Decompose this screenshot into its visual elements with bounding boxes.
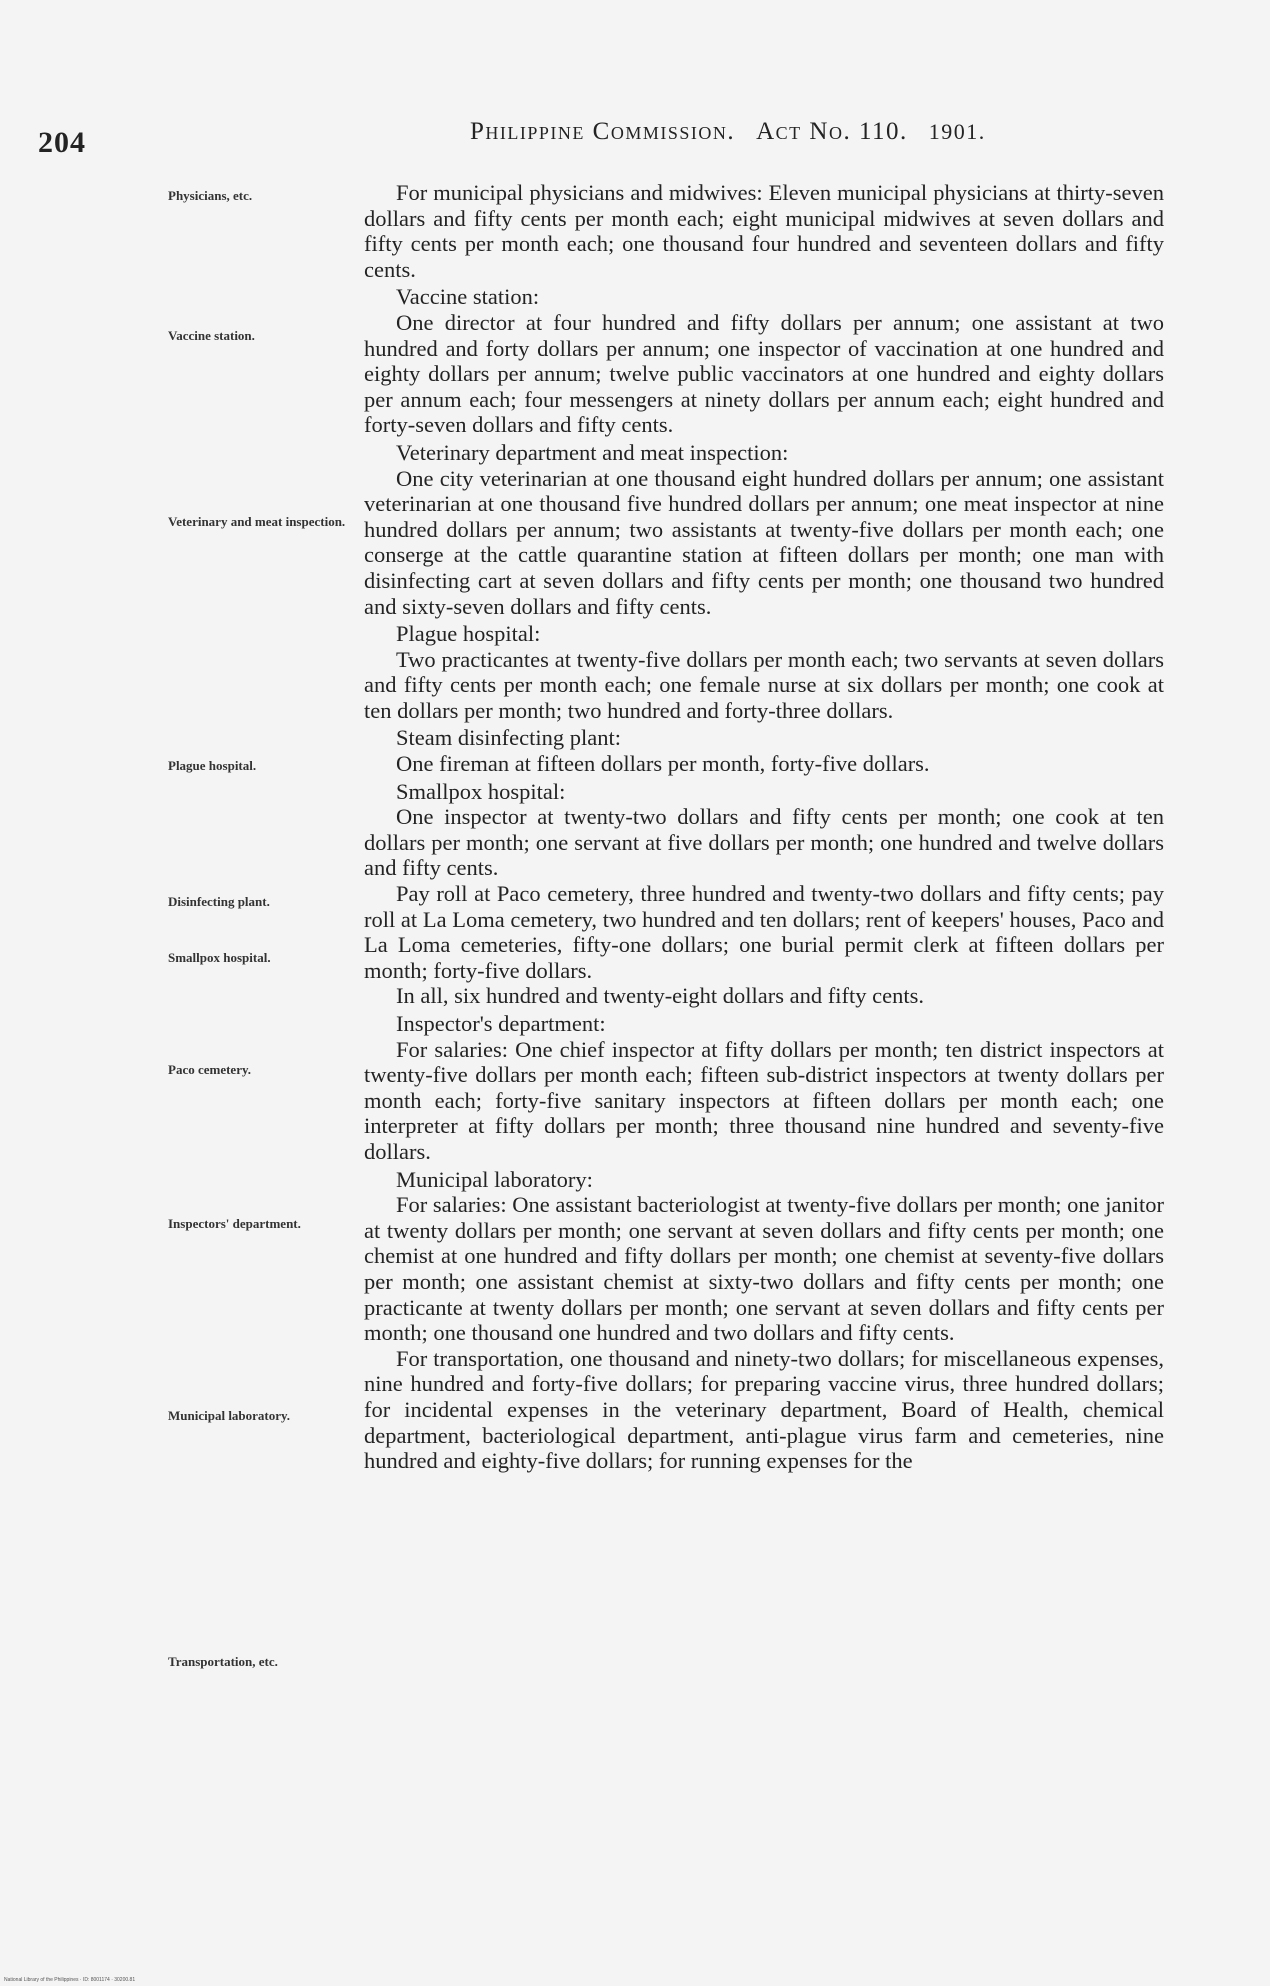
heading-municipal-laboratory: Municipal laboratory: (396, 1166, 593, 1192)
heading-smallpox-hospital: Smallpox hospital: (396, 778, 566, 804)
heading-plague-hospital: Plague hospital: (396, 621, 541, 647)
paragraph-municipal-laboratory: For salaries: One assistant bacteriologist at twenty-five dollars per month; one janitor at twenty dollars per month; one servant at seven dollars and fifty cents per month; one chemist at one hundred and fifty dollars per month; one chemist at seventy-five dollars per month; one assistant chemist at sixty-two dollars and fifty cents per month; one practicante at twenty dollars per month; one servant at seven dollars and fifty cents per month; one thousand one hundred and two dollars and fifty cents. (364, 1192, 1164, 1346)
margin-note-disinfecting-plant: Disinfecting plant. (168, 894, 270, 909)
margin-note-transportation: Transportation, etc. (168, 1654, 278, 1669)
paragraph-veterinary: One city veterinarian at one thousand eight hundred dollars per annum; one assistant veterinarian at one thousand five hundred dollars per annum; one meat inspector at nine hundred dollars per annum; two assistants at twenty-five dollars per month each; one conserge at the cattle quarantine station at fifteen dollars per month; one man with disinfecting cart at seven dollars and fifty cents per month; one thousand two hundred and sixty-seven dollars and fifty cents. (364, 465, 1164, 619)
running-head (470, 118, 986, 146)
margin-note-physicians: Physicians, etc. (168, 188, 253, 203)
running-title: Philippine Commission. (470, 118, 736, 145)
paragraph-inspectors-department: For salaries: One chief inspector at fifty dollars per month; ten district inspectors at twenty-five dollars per month each; fifteen sub-district inspectors at twenty dollars per month each; forty-five sanitary inspectors at fifteen dollars per month each; one interpreter at fifty dollars per month; three thousand nine hundred and seventy-five dollars. (364, 1036, 1164, 1164)
margin-note-municipal-laboratory: Municipal laboratory. (168, 1408, 291, 1423)
body-text (364, 180, 1164, 1474)
margin-note-paco-cemetery: Paco cemetery. (168, 1062, 252, 1077)
heading-vaccine-station: Vaccine station: (396, 284, 540, 310)
heading-disinfecting-plant: Steam disinfecting plant: (396, 725, 621, 751)
margin-note-inspectors-department: Inspectors' department. (168, 1216, 301, 1231)
margin-note-smallpox-hospital: Smallpox hospital. (168, 950, 271, 965)
paragraph-cemeteries: Pay roll at Paco cemetery, three hundred and twenty-two dollars and fifty cents; pay roll at La Loma cemetery, two hundred and ten dollars; rent of keepers' houses, Paco and La Loma cemeteries, fifty-one dollars; one burial permit clerk at fifteen dollars per month; forty-five dollars. (364, 881, 1164, 983)
paragraph-cemeteries-total: In all, six hundred and twenty-eight dollars and fifty cents. (396, 983, 924, 1009)
footer-credit: National Library of the Philippines · ID: 8001174 · 30200.81 (4, 1977, 136, 1983)
paragraph-transportation: For transportation, one thousand and ninety-two dollars; for miscellaneous expenses, nine hundred and forty-five dollars; for preparing vaccine virus, three hundred dollars; for incidental expenses in the veterinary department, Board of Health, chemical department, bacteriological department, anti-plague virus farm and cemeteries, nine hundred and eighty-five dollars; for running expenses for the (364, 1345, 1164, 1474)
margin-note-plague-hospital: Plague hospital. (168, 758, 257, 773)
margin-note-veterinary: Veterinary and meat inspection. (168, 514, 346, 529)
paragraph-smallpox-hospital: One inspector at twenty-two dollars and fifty cents per month; one cook at ten dollars per month; one servant at five dollars per month; one hundred and twelve dollars and fifty cents. (364, 804, 1164, 881)
paragraph-plague-hospital: Two practicantes at twenty-five dollars per month each; two servants at seven dollars and fifty cents per month each; one female nurse at six dollars per month; one cook at ten dollars per month; two hundred and forty-three dollars. (364, 646, 1164, 723)
margin-note-vaccine-station: Vaccine station. (168, 328, 255, 343)
heading-veterinary: Veterinary department and meat inspection: (396, 439, 789, 465)
act-number: Act No. 110. (756, 118, 908, 145)
year: 1901. (928, 119, 986, 144)
paragraph-vaccine-station: One director at four hundred and fifty dollars per annum; one assistant at two hundred and forty dollars per annum; one inspector of vaccination at one hundred and eighty dollars per annum; twelve public vaccinators at one hundred and eighty dollars per annum each; four messengers at ninety dollars per annum each; eight hundred and forty-seven dollars and fifty cents. (364, 309, 1164, 438)
page-number: 204 (38, 126, 86, 159)
paragraph-physicians: For municipal physicians and midwives: Eleven municipal physicians at thirty-seven dollars and fifty cents per month each; eight municipal midwives at seven dollars and fifty cents per month each; one thousand four hundred and seventeen dollars and fifty cents. (364, 180, 1164, 282)
paragraph-disinfecting-plant: One fireman at fifteen dollars per month, forty-five dollars. (396, 751, 930, 777)
heading-inspectors-department: Inspector's department: (396, 1011, 606, 1036)
